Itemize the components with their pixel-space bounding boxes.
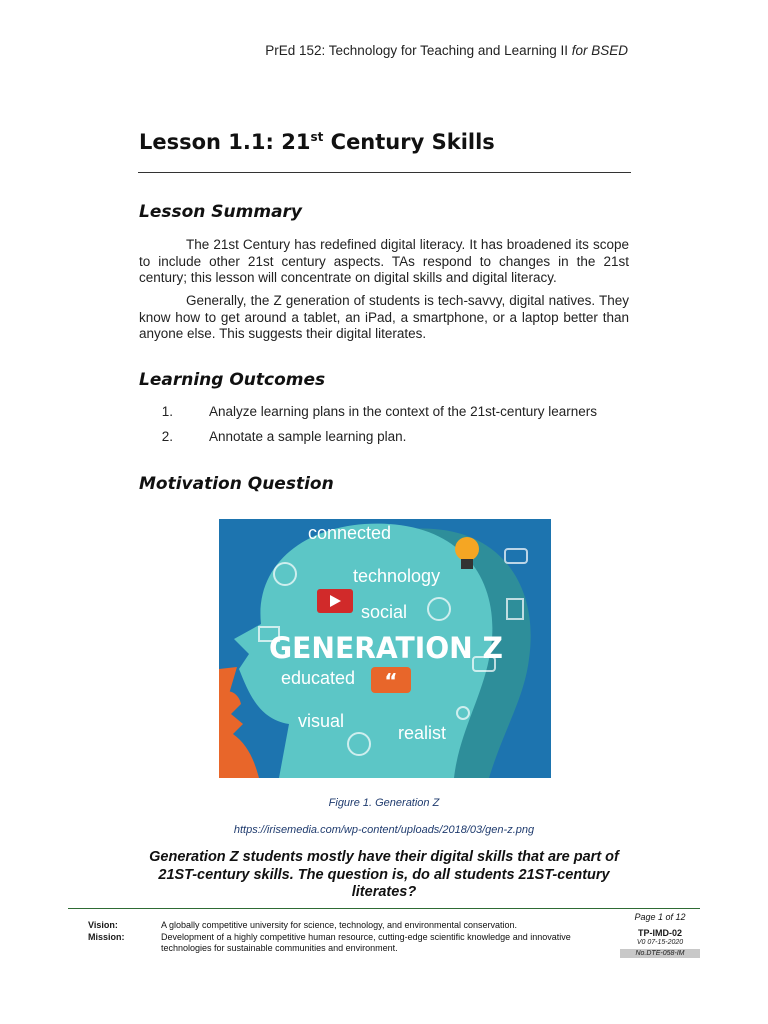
- outcome-text: Analyze learning plans in the context of the 21st-century learners: [209, 404, 597, 419]
- course-program: for BSED: [571, 43, 628, 58]
- lesson-title: [139, 130, 495, 154]
- figure-word-generation-z: GENERATION Z: [269, 631, 503, 665]
- outcome-text: Annotate a sample learning plan.: [209, 428, 407, 444]
- lesson-summary-heading: Lesson Summary: [139, 202, 303, 222]
- outcome-item: [139, 404, 629, 421]
- summary-paragraph-2: Generally, the Z generation of students is tech-savvy, digital natives. They know how to get around a tablet, an iPad, a smartphone, or a laptop better than anyone else. This suggests their digital literates.: [139, 293, 629, 341]
- document-number: No.DTE-058-IM: [620, 949, 700, 958]
- lesson-title-rest: Century Skills: [323, 130, 495, 154]
- figure-word-technology: technology: [353, 566, 441, 586]
- lesson-title-main: Lesson 1.1: 21: [139, 130, 311, 154]
- figure-word-visual: visual: [298, 711, 345, 731]
- summary-paragraph-1: The 21st Century has redefined digital literacy. It has broadened its scope to include other 21st century aspects. TAs respond to changes in the 21st century; this lesson will concentrate on digital skills and digital literacy.: [139, 237, 629, 285]
- mission-text: Development of a highly competitive human resource, cutting-edge scientific knowledge and innovative technologies for sustainable communities and environment.: [161, 931, 571, 953]
- page-number: Page 1 of 12: [634, 912, 686, 922]
- quote-marks-icon: “: [384, 669, 398, 693]
- outcome-item: [139, 429, 629, 446]
- outcome-number: 1.: [161, 404, 173, 419]
- document-version: V0 07-15-2020: [636, 939, 684, 946]
- figure-word-social: social: [361, 602, 408, 622]
- outcomes-list: [139, 404, 629, 453]
- figure-source-link[interactable]: https://irisemedia.com/wp-content/uploads/2018/03/gen-z.png: [233, 824, 535, 836]
- learning-outcomes-heading: Learning Outcomes: [139, 370, 326, 390]
- generation-z-illustration: [219, 519, 551, 778]
- footer-labels: [88, 920, 125, 943]
- lesson-title-sup: st: [310, 130, 324, 144]
- lightbulb-base-icon: [461, 559, 473, 569]
- course-title: PrEd 152: Technology for Teaching and Learning II: [265, 43, 572, 58]
- vision-label: Vision:: [88, 920, 118, 930]
- motivation-question: Generation Z students mostly have their digital skills that are part of 21ST-century skills. The question is, do all students 21ST-century literates?: [149, 849, 619, 900]
- mission-label: Mission:: [88, 931, 125, 942]
- figure-caption: Figure 1. Generation Z: [328, 797, 440, 809]
- footer-divider: [68, 908, 700, 909]
- document-code: TP-IMD-02: [637, 928, 682, 938]
- figure-word-educated: educated: [281, 668, 356, 688]
- motivation-question-heading: Motivation Question: [139, 474, 334, 494]
- generation-z-figure: [219, 519, 551, 778]
- document-info: [620, 912, 700, 958]
- vision-text: A globally competitive university for science, technology, and environmental conservation.: [161, 920, 518, 930]
- figure-word-realist: realist: [398, 723, 447, 743]
- title-divider: [138, 172, 631, 173]
- footer-statements: [161, 920, 601, 955]
- outcome-number: 2.: [161, 428, 173, 444]
- figure-word-connected: connected: [308, 523, 392, 543]
- course-header: [265, 43, 628, 58]
- lightbulb-icon: [455, 537, 479, 561]
